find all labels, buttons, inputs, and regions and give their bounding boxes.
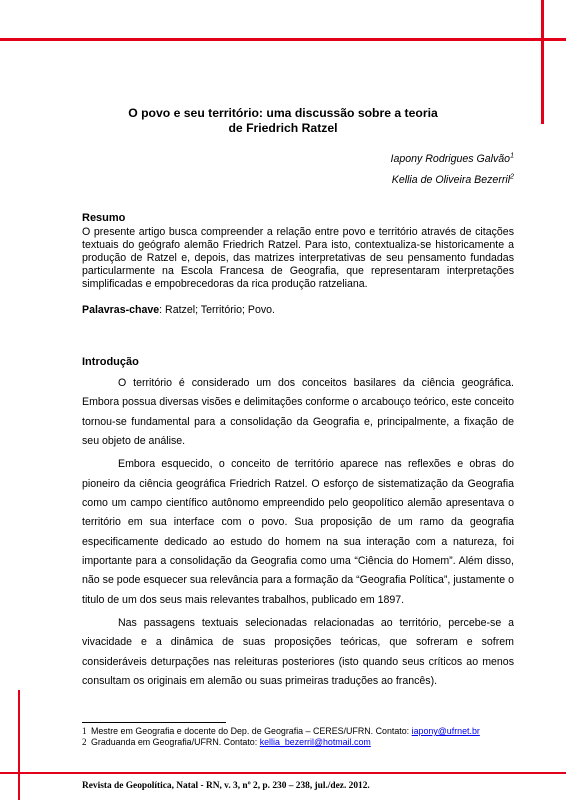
title-line-1: O povo e seu território: uma discussão sobre a teoria (128, 106, 438, 120)
footnote-2-text: Graduanda em Geografia/UFRN. Contato: (90, 737, 260, 747)
keywords-values: : Ratzel; Território; Povo. (159, 304, 275, 316)
footnote-1 (82, 726, 522, 737)
footnote-1-number: 1 (82, 726, 87, 736)
author-2-name: Kellia de Oliveira Bezerril (391, 174, 511, 186)
title-line-2: de Friedrich Ratzel (228, 121, 338, 135)
introduction-body (82, 374, 514, 696)
footnote-1-text: Mestre em Geografia e docente do Dep. de Geografia – CERES/UFRN. Contato: (90, 726, 412, 736)
top-red-line (0, 38, 566, 41)
footnotes (82, 726, 522, 748)
footnote-separator (82, 722, 226, 723)
keywords (82, 304, 514, 317)
author-1 (391, 153, 514, 165)
footnote-1-email-link[interactable]: iapony@ufrnet.br (411, 726, 480, 736)
paragraph-2: Embora esquecido, o conceito de território aparece nas reflexões e obras do pioneiro da ciência geográfica Friedrich Ratzel. O esforço de sistematização da Geografia como um campo científico autônomo empreendido pelo geopolítico alemão apresentava o território em sua interface com o povo. Sua proposição de um ramo da geografia especificamente dedicado ao estudo do homem na sua interação com a natureza, foi importante para a consolidação da Geografia como uma “Ciência do Homem”. Além disso, não se pode esquecer sua relevância para a formação da “Geografia Política”, justamente o titulo de um dos seus mais relevantes trabalhos, publicado em 1897. (82, 458, 514, 606)
author-2-note: 2 (510, 173, 514, 181)
abstract-text: O presente artigo busca compreender a relação entre povo e território através de citações textuais do geógrafo alemão Friedrich Ratzel. Para isto, contextualiza-se historicamente a produção de Ratzel e, depois, das matrizes interpretativas de seu pensamento fundadas particularmente na Escola Francesa de Geografia, que representaram interpretações simplificadas e empobrecedoras da rica produção ratzeliana. (82, 226, 514, 290)
footnote-2 (82, 737, 522, 748)
introduction-heading: Introdução (82, 356, 139, 368)
paragraph-3: Nas passagens textuais selecionadas relacionadas ao território, percebe-se a vivacidade e a dinâmica de suas proposições teóricas, que sofreram e sofrem consideráveis deturpações nas releituras posteriores (isto quando seus críticos ao menos consultam os originais em alemão ou suas primeiras traduções ao francês). (82, 617, 514, 688)
author-1-note: 1 (510, 152, 514, 160)
article-title (0, 106, 566, 136)
author-1-name: Iapony Rodrigues Galvão (390, 153, 511, 165)
left-red-line (18, 690, 20, 800)
footnote-2-email-link[interactable]: kellia_bezerril@hotmail.com (259, 737, 371, 747)
footnote-2-number: 2 (82, 737, 87, 747)
abstract-heading: Resumo (82, 212, 126, 224)
author-2 (392, 174, 514, 186)
journal-footer: Revista de Geopolítica, Natal - RN, v. 3, nº 2, p. 230 – 238, jul./dez. 2012. (82, 781, 370, 791)
keywords-label: Palavras-chave (82, 304, 160, 316)
bottom-red-line (0, 772, 566, 774)
paragraph-1: O território é considerado um dos conceitos basilares da ciência geográfica. Embora possua diversas visões e delimitações conforme o arcabouço teórico, este conceito tornou-se fundamental para a consolidação da Geografia e, principalmente, a fixação de seu objeto de análise. (82, 377, 514, 448)
